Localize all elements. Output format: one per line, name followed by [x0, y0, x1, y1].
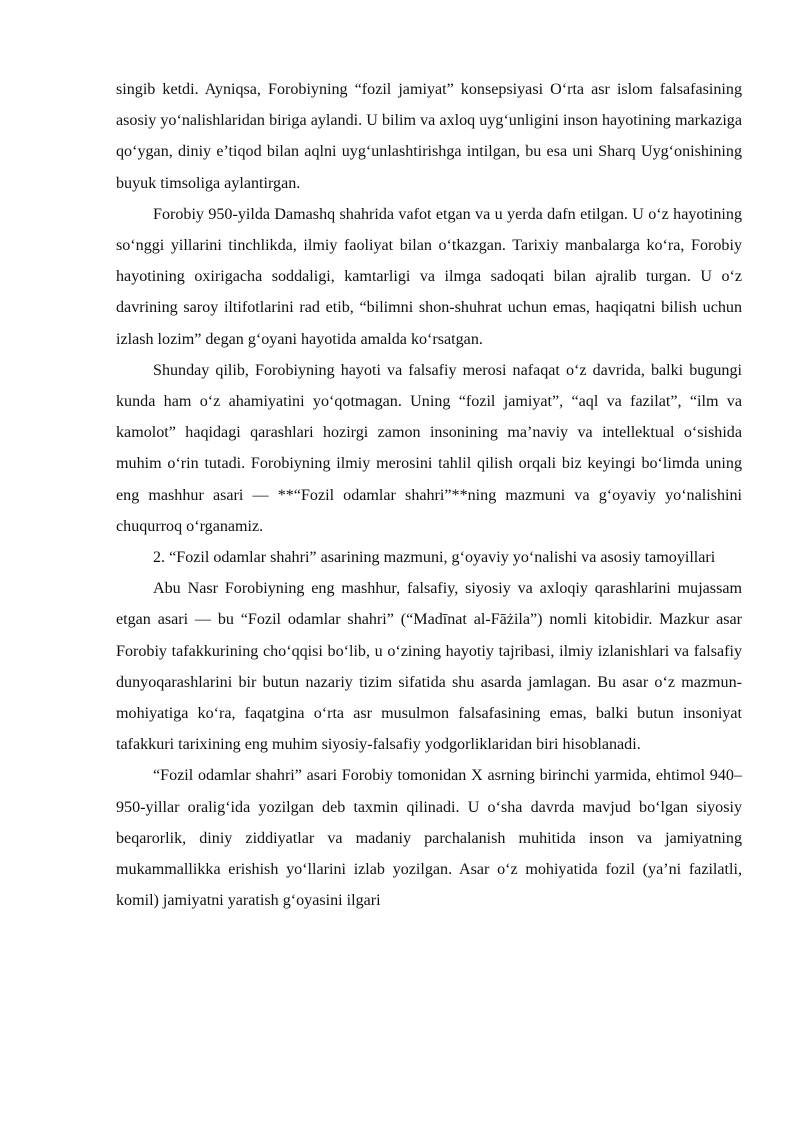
paragraph-introduction: Abu Nasr Forobiyning eng mashhur, falsafiy, siyosiy va axloqiy qarashlarini mujassam etgan asari — bu “Fozil odamlar shahri” (“Madīnat al-Fāżila”) nomli kitobidir. Mazkur asar Forobiy tafakkurining cho‘qqisi bo‘lib, u o‘zining hayotiy tajribasi, ilmiy izlanishlari va falsafiy dunyoqarashlarini bir butun nazariy tizim sifatida shu asarda jamlagan. Bu asar o‘z mazmun-mohiyatiga ko‘ra, faqatgina o‘rta asr musulmon falsafasining emas, balki butun insoniyat tafakkuri tarixining eng muhim siyosiy-falsafiy yodgorliklaridan biri hisoblanadi. [116, 580, 742, 754]
paragraph-conclusion: Shunday qilib, Forobiyning hayoti va falsafiy merosi nafaqat o‘z davrida, balki bugungi kunda ham o‘z ahamiyatini yo‘qotmagan. Uning “fozil jamiyat”, “aql va fazilat”, “ilm va kamolot” haqidagi qarashlari hozirgi zamon insonining ma’naviy va intellektual o‘sishida muhim o‘rin tutadi. Forobiyning ilmiy merosini tahlil qilish orqali biz keyingi bo‘limda uning eng mashhur asari — **“Fozil odamlar shahri”**ning mazmuni va g‘oyaviy yo‘nalishini chuqurroq o‘rganamiz. [116, 361, 742, 535]
section-heading: 2. “Fozil odamlar shahri” asarining mazmuni, g‘oyaviy yo‘nalishi va asosiy tamoyillari [153, 549, 716, 567]
paragraph-writing-date: “Fozil odamlar shahri” asari Forobiy tomonidan X asrning birinchi yarmida, ehtimol 940–950-yillar oralig‘ida yozilgan deb taxmin qilinadi. U o‘sha davrda mavjud bo‘lgan siyosiy beqarorlik, diniy ziddiyatlar va madaniy parchalanish muhitida inson va jamiyatning mukammallikka erishish yo‘llarini izlab yozilgan. Asar o‘z mohiyatida fozil (ya’ni fazilatli, komil) jamiyatni yaratish g‘oyasini ilgari [116, 767, 742, 910]
paragraph-death-and-legacy: Forobiy 950-yilda Damashq shahrida vafot etgan va u yerda dafn etilgan. U o‘z hayotining so‘nggi yillarini tinchlikda, ilmiy faoliyat bilan o‘tkazgan. Tarixiy manbalarga ko‘ra, Forobiy hayotining oxirigacha soddaligi, kamtarligi va ilmga sadoqati bilan ajralib turgan. U o‘z davrining saroy iltifotlarini rad etib, “bilimni shon-shuhrat uchun emas, haqiqatni bilish uchun izlash lozim” degan g‘oyani hayotida amalda ko‘rsatgan. [116, 205, 742, 348]
paragraph-continuation: singib ketdi. Ayniqsa, Forobiyning “fozil jamiyat” konsepsiyasi O‘rta asr islom falsafasining asosiy yo‘nalishlaridan biriga aylandi. U bilim va axloq uyg‘unligini inson hayotining markaziga qo‘ygan, diniy e’tiqod bilan aqlni uyg‘unlashtirishga intilgan, bu esa uni Sharq Uyg‘onishining buyuk timsoliga aylantirgan. [116, 81, 742, 192]
document-page [116, 74, 742, 916]
